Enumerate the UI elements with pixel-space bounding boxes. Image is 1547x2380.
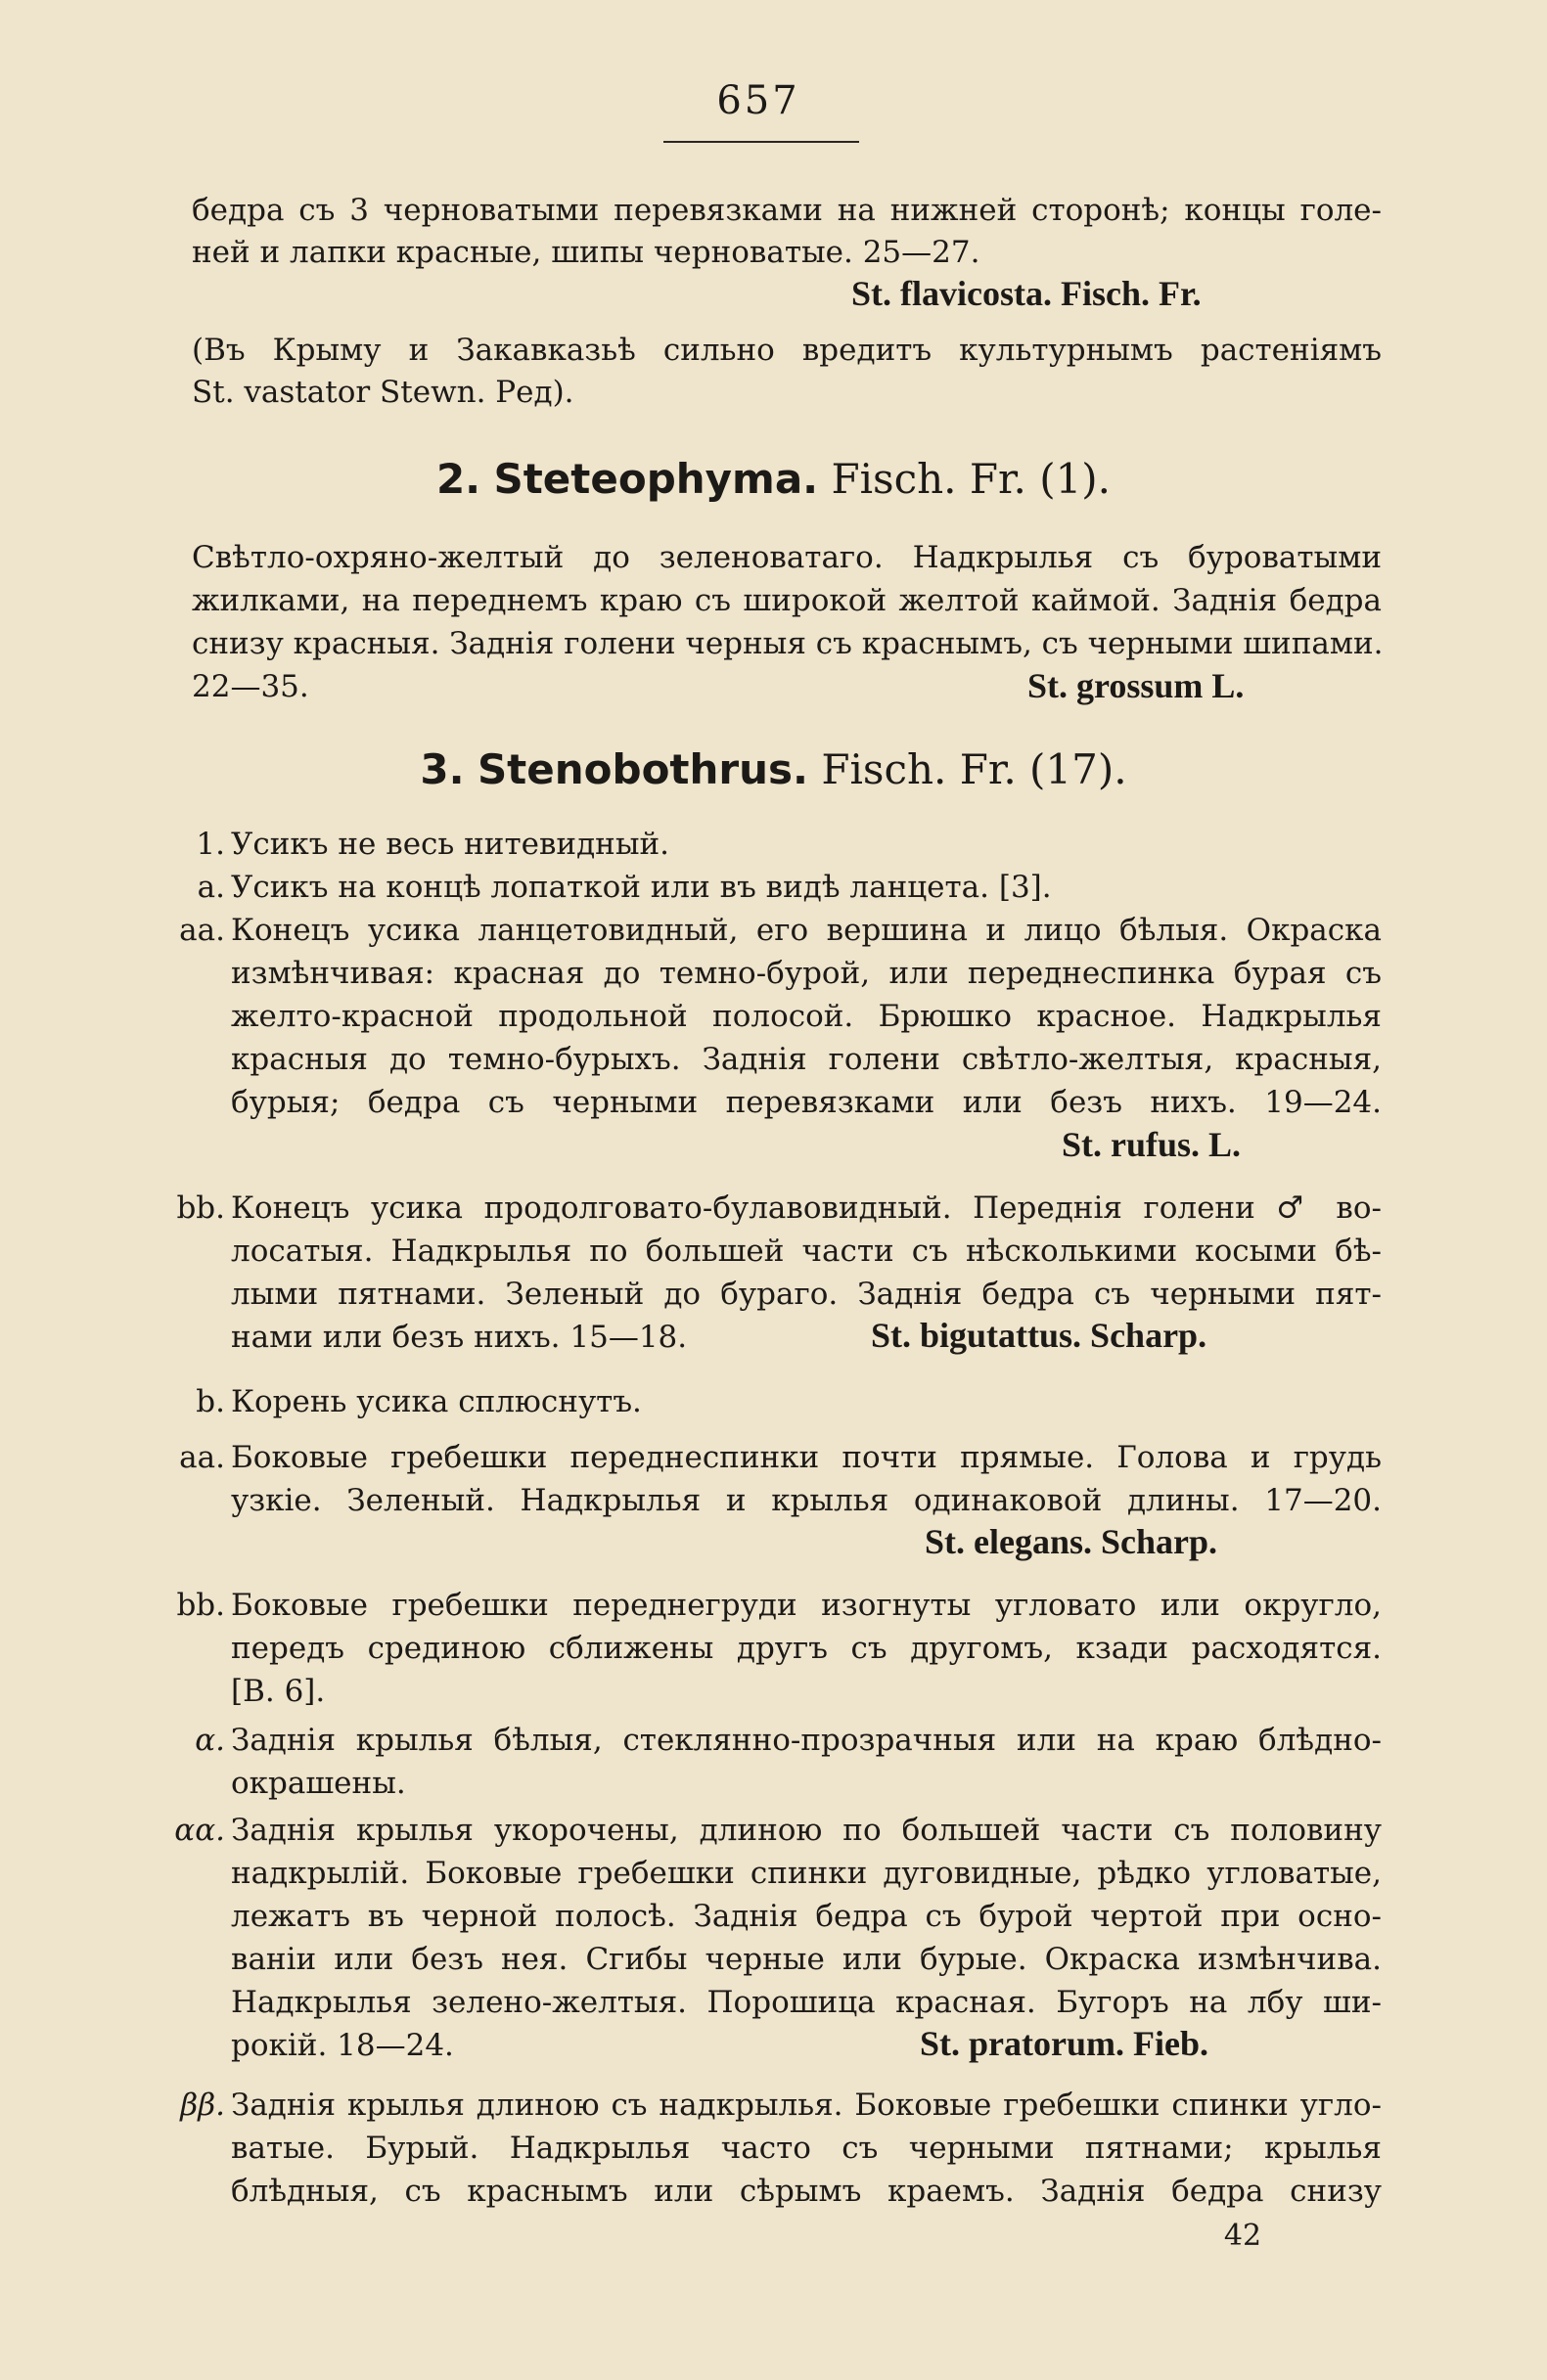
footer-number: 42 [1223, 2219, 1262, 2253]
key-line: ватые. Бурый. Надкрылья часто съ черными пятнами; крылья [231, 2131, 1382, 2166]
key-line: бурыя; бедра съ черными перевязками или безъ нихъ. 19—24. [231, 1085, 1382, 1120]
text-line: ней и лапки красные, шипы черноватые. 25—27. [192, 235, 980, 270]
genus-heading [0, 453, 1547, 506]
key-line: [B. 6]. [231, 1674, 326, 1709]
key-line: Конецъ усика ланцетовидный, его вершина и лицо бѣлыя. Окраска [231, 913, 1382, 948]
header-rule [663, 141, 859, 143]
text-line: жилками, на переднемъ краю съ широкой желтой каймой. Заднія бедра [192, 583, 1382, 618]
note-line: St. vastator Stewn. Ред). [192, 375, 574, 410]
key-line: желто-красной продольной полосой. Брюшко красное. Надкрылья [231, 999, 1382, 1034]
key-line: Конецъ усика продолговато-булавовидный. Переднія голени ♂ во- [231, 1190, 1382, 1226]
key-line: передъ срединою сближены другъ съ другомъ, кзади расходятся. [231, 1631, 1382, 1666]
key-line: Заднія крылья укорочены, длиною по большей части съ половину [231, 1813, 1382, 1848]
species-name: St. elegans. Scharp. [925, 1522, 1218, 1561]
key-line: измѣнчивая: красная до темно-бурой, или переднеспинка бурая съ [231, 956, 1382, 991]
size-range: 22—35. [192, 669, 309, 704]
key-line: Усикъ на концѣ лопаткой или въ видѣ ланцета. [3]. [231, 870, 1052, 905]
heading-number: 3. [420, 745, 465, 793]
key-line: лежатъ въ черной полосѣ. Заднія бедра съ бурой чертой при осно- [231, 1899, 1382, 1934]
species-name: St. bigutattus. Scharp. [871, 1316, 1207, 1355]
key-marker: bb. [176, 1190, 225, 1226]
key-line: лосатыя. Надкрылья по большей части съ нѣсколькими косыми бѣ- [231, 1234, 1382, 1269]
key-marker: αα. [174, 1813, 225, 1848]
key-line: Боковые гребешки переднегруди изогнуты угловато или округло, [231, 1588, 1382, 1623]
key-line: рокій. 18—24. [231, 2028, 454, 2063]
page-number: 657 [716, 78, 800, 123]
species-name: St. rufus. L. [1062, 1125, 1242, 1164]
species-name: St. grossum L. [1027, 666, 1245, 705]
key-line: лыми пятнами. Зеленый до бураго. Заднія бедра съ черными пят- [231, 1277, 1382, 1312]
key-line: Корень усика сплюснутъ. [231, 1384, 642, 1419]
key-marker: a. [197, 870, 225, 905]
heading-number: 2. [435, 455, 481, 503]
key-marker: 1. [196, 827, 225, 862]
key-line: Усикъ не весь нитевидный. [231, 827, 670, 862]
species-name: St. pratorum. Fieb. [920, 2024, 1208, 2063]
text-line: снизу красныя. Заднія голени черныя съ краснымъ, съ черными шипами. [192, 626, 1384, 661]
genus-author: Fisch. Fr. (1). [831, 455, 1112, 503]
key-line: блѣдныя, съ краснымъ или сѣрымъ краемъ. Заднія бедра снизу [231, 2174, 1382, 2209]
key-marker: ββ. [180, 2088, 225, 2123]
note-line: (Въ Крыму и Закавказьѣ сильно вредитъ культурнымъ растеніямъ [192, 333, 1382, 368]
key-line: ваніи или безъ нея. Сгибы черные или бурые. Окраска измѣнчива. [231, 1942, 1382, 1977]
key-marker: b. [196, 1384, 225, 1419]
key-line: красныя до темно-бурыхъ. Заднія голени свѣтло-желтыя, красныя, [231, 1042, 1382, 1077]
key-marker: bb. [176, 1588, 225, 1623]
genus-author: Fisch. Fr. (17). [821, 745, 1127, 793]
key-line: Заднія крылья бѣлыя, стеклянно-прозрачныя или на краю блѣдно- [231, 1723, 1382, 1758]
key-marker: α. [195, 1723, 225, 1758]
key-marker: aa. [179, 1440, 225, 1475]
genus-name: Steteophyma. [493, 455, 819, 503]
key-marker: aa. [179, 913, 225, 948]
key-line: Боковые гребешки переднеспинки почти прямые. Голова и грудь [231, 1440, 1382, 1475]
key-line: нами или безъ нихъ. 15—18. [231, 1320, 688, 1355]
text-line: бедра съ 3 черноватыми перевязками на нижней сторонѣ; концы голе- [192, 193, 1382, 228]
key-line: узкіе. Зеленый. Надкрылья и крылья одинаковой длины. 17—20. [231, 1483, 1382, 1518]
key-line: Надкрылья зелено-желтыя. Порошица красная. Бугоръ на лбу ши- [231, 1985, 1382, 2020]
key-line: окрашены. [231, 1766, 406, 1801]
species-name: St. flavicosta. Fisch. Fr. [851, 274, 1202, 313]
key-line: Заднія крылья длиною съ надкрылья. Боковые гребешки спинки угло- [231, 2088, 1382, 2123]
genus-name: Stenobothrus. [477, 745, 808, 793]
genus-heading [0, 743, 1547, 796]
text-line: Свѣтло-охряно-желтый до зеленоватаго. Надкрылья съ буроватыми [192, 540, 1382, 575]
key-line: надкрылій. Боковые гребешки спинки дуговидные, рѣдко угловатые, [231, 1856, 1382, 1891]
